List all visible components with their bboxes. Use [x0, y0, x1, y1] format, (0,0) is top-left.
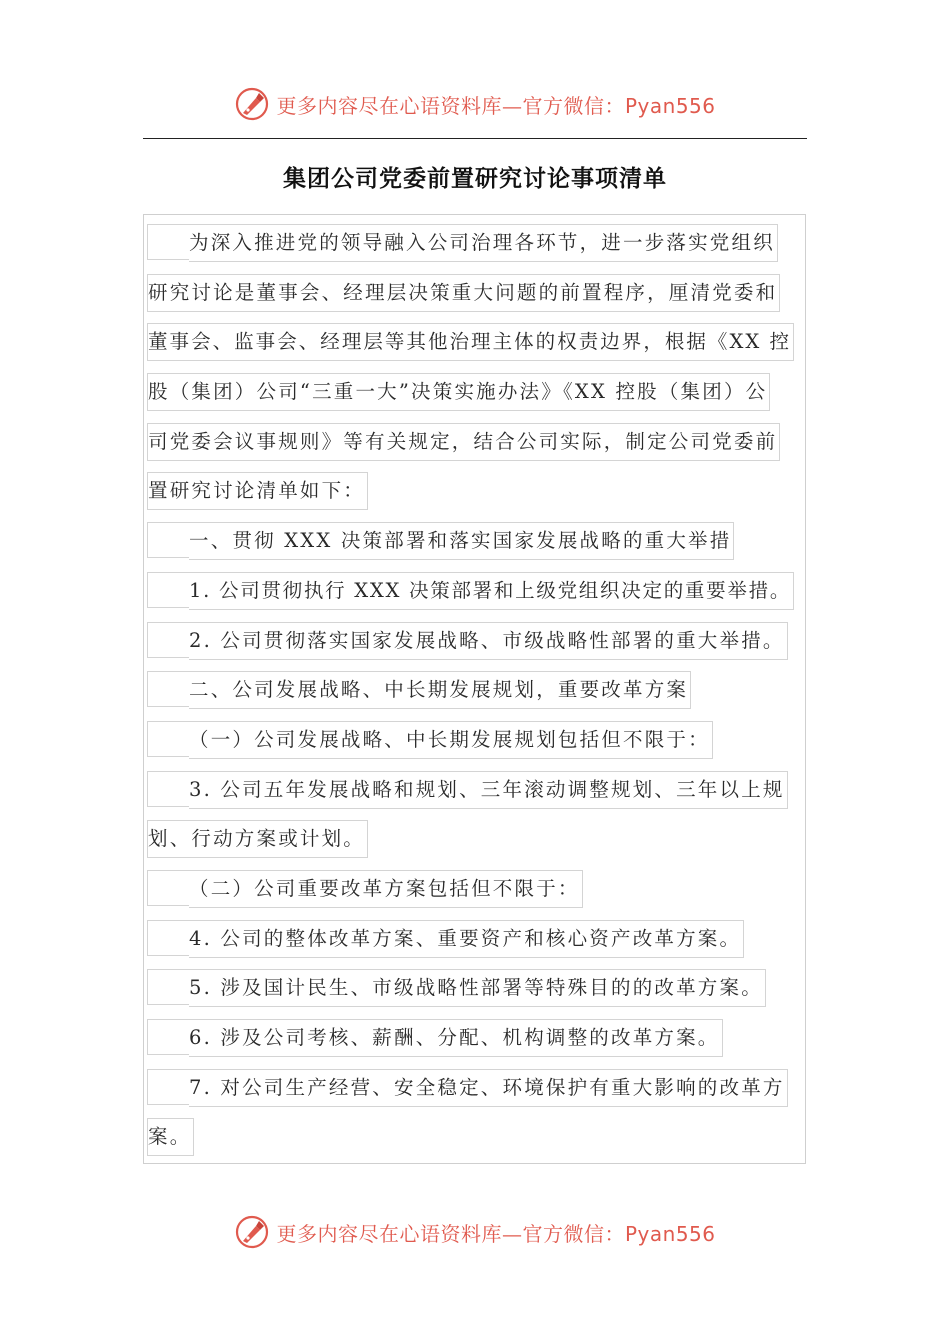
- line-indent: [147, 622, 189, 658]
- text-line-content: 7. 对公司生产经营、安全稳定、环境保护有重大影响的改革方: [189, 1069, 788, 1107]
- text-line: [147, 771, 797, 821]
- text-line-content: 司党委会议事规则》等有关规定，结合公司实际，制定公司党委前: [147, 423, 780, 461]
- text-line-content: 置研究讨论清单如下：: [147, 472, 368, 510]
- pen-nib-logo-icon: [234, 86, 270, 122]
- text-line: [147, 373, 797, 423]
- text-line: [147, 820, 797, 870]
- text-line-content: 股（集团）公司“三重一大”决策实施办法》《XX 控股（集团）公: [147, 373, 770, 411]
- text-line-content: （一）公司发展战略、中长期发展规划包括但不限于：: [189, 721, 713, 759]
- line-indent: [147, 1019, 189, 1055]
- text-line-content: 一、贯彻 XXX 决策部署和落实国家发展战略的重大举措: [189, 522, 734, 560]
- text-line-content: 5. 涉及国计民生、市级战略性部署等特殊目的的改革方案。: [189, 969, 766, 1007]
- line-indent: [147, 572, 189, 608]
- line-indent: [147, 224, 189, 260]
- text-line: [147, 920, 797, 970]
- text-line: [147, 969, 797, 1019]
- footer-banner: [0, 1210, 950, 1254]
- line-indent: [147, 969, 189, 1005]
- banner-dash: —: [501, 1221, 523, 1246]
- text-line-content: 为深入推进党的领导融入公司治理各环节，进一步落实党组织: [189, 224, 778, 262]
- banner-wechat-id: Pyan556: [624, 93, 716, 118]
- text-line: [147, 671, 797, 721]
- banner-main-text: 更多内容尽在心语资料库: [276, 93, 502, 118]
- text-line-content: 6. 涉及公司考核、薪酬、分配、机构调整的改革方案。: [189, 1019, 723, 1057]
- line-indent: [147, 721, 189, 757]
- banner-main-text: 更多内容尽在心语资料库: [276, 1221, 502, 1246]
- text-line: [147, 423, 797, 473]
- banner-text: [276, 90, 715, 119]
- text-line: [147, 1019, 797, 1069]
- text-line-content: 二、公司发展战略、中长期发展规划，重要改革方案: [189, 671, 691, 709]
- text-line: [147, 522, 797, 572]
- text-line: [147, 1118, 797, 1168]
- line-indent: [147, 870, 189, 906]
- banner-dash: —: [501, 93, 523, 118]
- text-line: [147, 224, 797, 274]
- text-line: [147, 572, 797, 622]
- text-line-content: 1. 公司贯彻执行 XXX 决策部署和上级党组织决定的重要举措。: [189, 572, 794, 610]
- text-line: [147, 472, 797, 522]
- header-banner: [0, 82, 950, 126]
- document-title: 集团公司党委前置研究讨论事项清单: [283, 166, 667, 192]
- text-line: [147, 274, 797, 324]
- text-line: [147, 870, 797, 920]
- text-line: [147, 323, 797, 373]
- text-line-content: 2. 公司贯彻落实国家发展战略、市级战略性部署的重大举措。: [189, 622, 788, 660]
- text-line-content: 4. 公司的整体改革方案、重要资产和核心资产改革方案。: [189, 920, 744, 958]
- text-line-content: 划、行动方案或计划。: [147, 820, 368, 858]
- banner-wechat-label: 官方微信：: [522, 1221, 625, 1246]
- text-line-content: 董事会、监事会、经理层等其他治理主体的权责边界，根据《XX 控: [147, 323, 794, 361]
- banner-text: [276, 1218, 715, 1247]
- line-indent: [147, 771, 189, 807]
- line-indent: [147, 1069, 189, 1105]
- pen-nib-logo-icon: [234, 1214, 270, 1250]
- line-indent: [147, 920, 189, 956]
- text-line: [147, 622, 797, 672]
- text-line-content: 3. 公司五年发展战略和规划、三年滚动调整规划、三年以上规: [189, 771, 788, 809]
- text-line: [147, 721, 797, 771]
- text-line: [147, 1069, 797, 1119]
- banner-wechat-label: 官方微信：: [522, 93, 625, 118]
- line-indent: [147, 522, 189, 558]
- header-rule: [143, 138, 807, 139]
- text-line-content: （二）公司重要改革方案包括但不限于：: [189, 870, 583, 908]
- text-line-content: 研究讨论是董事会、经理层决策重大问题的前置程序，厘清党委和: [147, 274, 780, 312]
- line-indent: [147, 671, 189, 707]
- banner-wechat-id: Pyan556: [624, 1221, 716, 1246]
- text-line-content: 案。: [147, 1118, 194, 1156]
- document-body: [147, 224, 797, 1168]
